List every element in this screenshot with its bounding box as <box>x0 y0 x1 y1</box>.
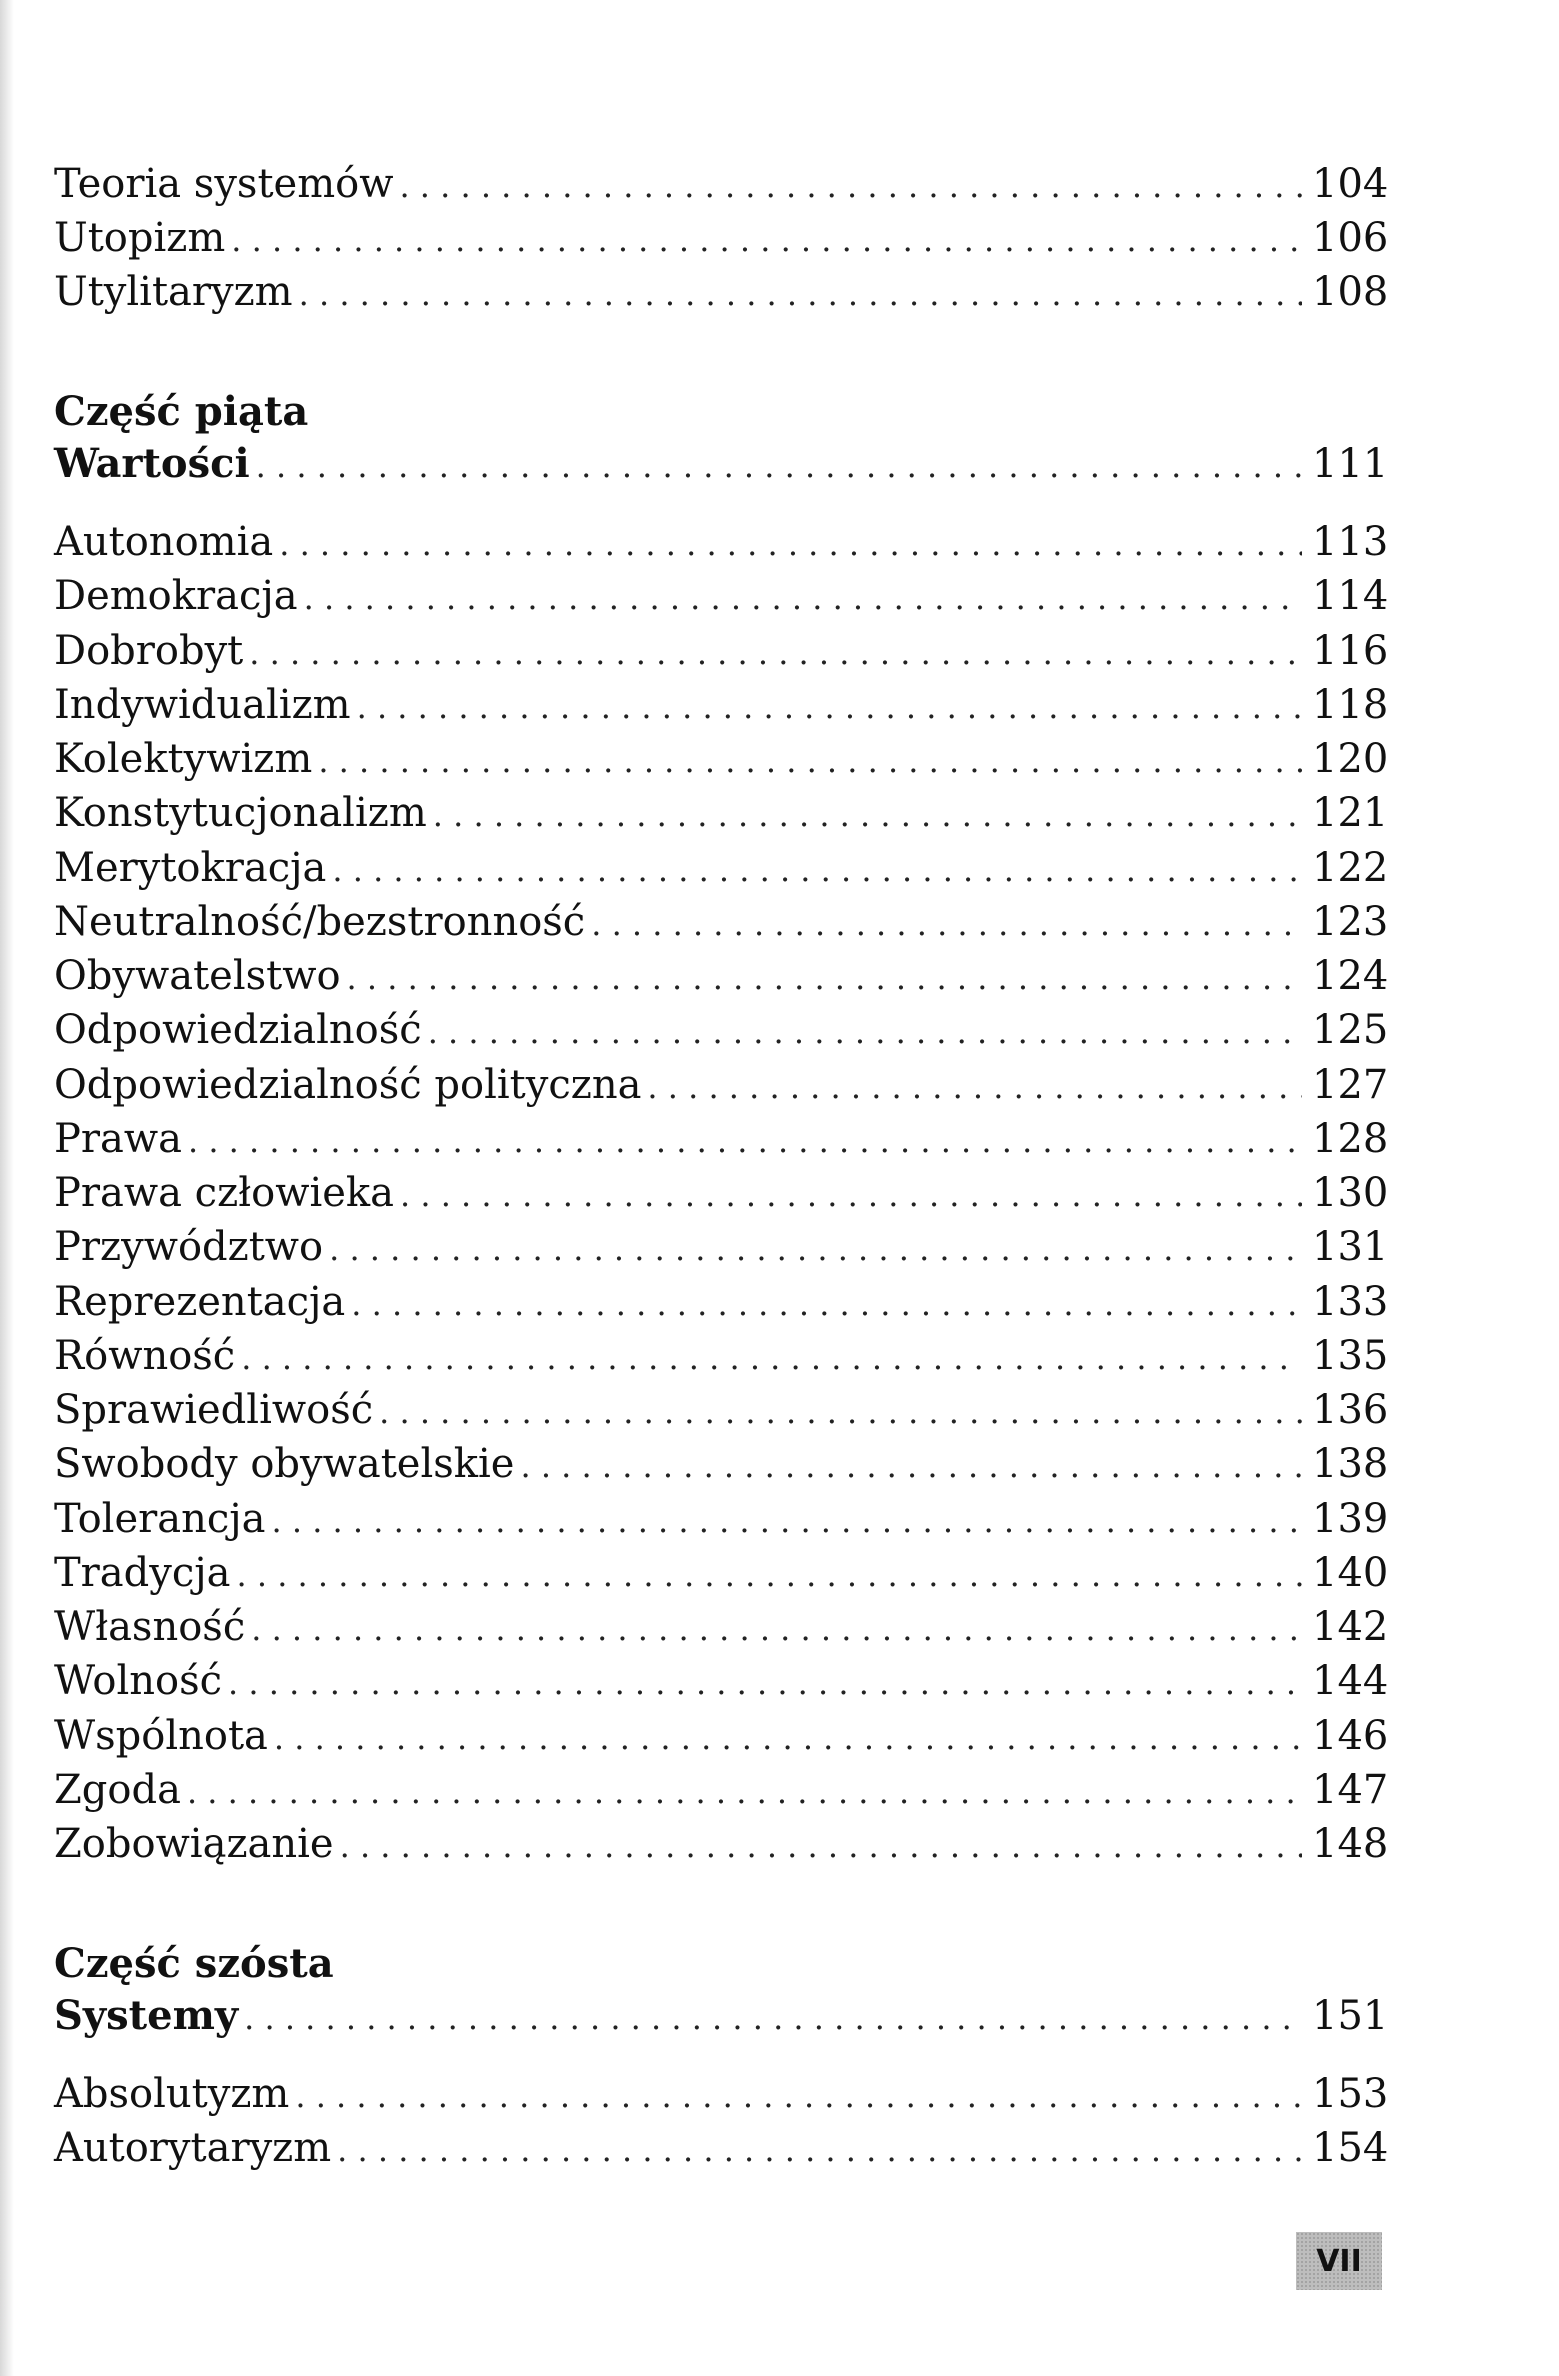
toc-entry-page: 122 <box>1312 845 1389 891</box>
toc-entry[interactable] <box>54 627 1389 675</box>
dot-leader <box>304 574 1302 622</box>
dot-leader <box>279 520 1302 568</box>
toc-entry-title: Autorytaryzm <box>54 2125 332 2171</box>
part-label: Część szósta <box>54 1940 334 1987</box>
toc-entry-page: 106 <box>1312 215 1389 261</box>
toc-entry-page: 142 <box>1312 1604 1389 1650</box>
part-heading-page: 151 <box>1312 1993 1389 2039</box>
toc-entry-page: 123 <box>1312 899 1389 945</box>
toc-entry-page: 135 <box>1312 1333 1389 1379</box>
dot-leader <box>249 629 1302 677</box>
toc-entry[interactable] <box>54 1712 1389 1760</box>
toc-entry-page: 124 <box>1312 953 1389 999</box>
dot-leader <box>591 900 1302 948</box>
toc-entry[interactable] <box>54 1495 1389 1543</box>
toc-entry[interactable] <box>54 572 1389 620</box>
toc-entry-title: Dobrobyt <box>54 628 244 674</box>
toc-entry[interactable] <box>54 1440 1389 1488</box>
dot-leader <box>231 216 1302 264</box>
toc-entry-page: 108 <box>1312 269 1389 315</box>
toc-entry-page: 144 <box>1312 1658 1389 1704</box>
toc-entry-title: Obywatelstwo <box>54 953 341 999</box>
dot-leader <box>256 442 1302 490</box>
dot-leader <box>357 683 1302 731</box>
toc-entry[interactable] <box>54 1332 1389 1380</box>
toc-entry[interactable] <box>54 1006 1389 1054</box>
toc-entry-title: Absolutyzm <box>54 2071 290 2117</box>
toc-entry[interactable] <box>54 2124 1389 2172</box>
dot-leader <box>347 954 1302 1002</box>
toc-entry-title: Neutralność/bezstronność <box>54 899 586 945</box>
toc-entry-title: Tradycja <box>54 1550 231 1596</box>
toc-entry[interactable] <box>54 789 1389 837</box>
toc-entry-page: 154 <box>1312 2125 1389 2171</box>
toc-entry-title: Odpowiedzialność <box>54 1007 422 1053</box>
toc-entry-title: Tolerancja <box>54 1496 266 1542</box>
dot-leader <box>272 1497 1302 1545</box>
dot-leader <box>244 1994 1302 2042</box>
page-number-marker: VII <box>1296 2232 1382 2290</box>
toc-entry-page: 133 <box>1312 1279 1389 1325</box>
toc-entry-title: Demokracja <box>54 573 298 619</box>
toc-entry[interactable] <box>54 681 1389 729</box>
toc-entry[interactable] <box>54 1386 1389 1434</box>
toc-entry-title: Indywidualizm <box>54 682 351 728</box>
toc-entry-page: 116 <box>1312 628 1389 674</box>
part-heading[interactable] <box>54 440 1389 488</box>
toc-entry-page: 118 <box>1312 682 1389 728</box>
toc-entry-title: Sprawiedliwość <box>54 1387 374 1433</box>
toc-entry-page: 148 <box>1312 1821 1389 1867</box>
part-heading-title: Wartości <box>54 440 250 487</box>
toc-entry-title: Zobowiązanie <box>54 1821 334 1867</box>
toc-entry-page: 104 <box>1312 161 1389 207</box>
toc-entry-page: 130 <box>1312 1170 1389 1216</box>
toc-entry-title: Równość <box>54 1333 236 1379</box>
dot-leader <box>299 270 1302 318</box>
toc-entry[interactable] <box>54 518 1389 566</box>
toc-entry[interactable] <box>54 1820 1389 1868</box>
dot-leader <box>241 1334 1302 1382</box>
toc-entry[interactable] <box>54 1169 1389 1217</box>
toc-entry-page: 131 <box>1312 1224 1389 1270</box>
dot-leader <box>520 1442 1302 1490</box>
toc-entry-title: Teoria systemów <box>54 161 394 207</box>
toc-entry-page: 127 <box>1312 1062 1389 1108</box>
toc-entry[interactable] <box>54 1223 1389 1271</box>
dot-leader <box>329 1225 1302 1273</box>
toc-entry[interactable] <box>54 898 1389 946</box>
toc-entry[interactable] <box>54 1766 1389 1814</box>
toc-entry-page: 146 <box>1312 1713 1389 1759</box>
toc-entry[interactable] <box>54 952 1389 1000</box>
toc-entry-page: 153 <box>1312 2071 1389 2117</box>
scan-edge-shadow <box>0 0 14 2376</box>
toc-entry[interactable] <box>54 1549 1389 1597</box>
dot-leader <box>428 1008 1302 1056</box>
dot-leader <box>274 1714 1302 1762</box>
toc-entry-title: Własność <box>54 1604 246 1650</box>
toc-entry[interactable] <box>54 160 1389 208</box>
dot-leader <box>332 846 1302 894</box>
dot-leader <box>337 2126 1302 2174</box>
dot-leader <box>340 1822 1302 1870</box>
dot-leader <box>433 791 1302 839</box>
part-label: Część piąta <box>54 388 309 435</box>
toc-entry-page: 139 <box>1312 1496 1389 1542</box>
toc-entry-title: Wolność <box>54 1658 223 1704</box>
toc-entry-page: 113 <box>1312 519 1389 565</box>
dot-leader <box>295 2072 1302 2120</box>
toc-entry[interactable] <box>54 268 1389 316</box>
toc-entry[interactable] <box>54 1061 1389 1109</box>
toc-entry-title: Przywództwo <box>54 1224 324 1270</box>
toc-entry[interactable] <box>54 2070 1389 2118</box>
toc-entry-page: 138 <box>1312 1441 1389 1487</box>
dot-leader <box>647 1063 1302 1111</box>
dot-leader <box>351 1280 1302 1328</box>
toc-entry-title: Reprezentacja <box>54 1279 346 1325</box>
toc-entry-title: Prawa <box>54 1116 182 1162</box>
toc-entry-page: 125 <box>1312 1007 1389 1053</box>
toc-entry-title: Autonomia <box>54 519 274 565</box>
part-heading-page: 111 <box>1312 441 1389 487</box>
dot-leader <box>379 1388 1302 1436</box>
toc-entry-page: 121 <box>1312 790 1389 836</box>
toc-entry-page: 114 <box>1312 573 1389 619</box>
toc-entry-title: Kolektywizm <box>54 736 313 782</box>
toc-entry-title: Utylitaryzm <box>54 269 293 315</box>
dot-leader <box>399 162 1302 210</box>
toc-entry-title: Wspólnota <box>54 1713 268 1759</box>
dot-leader <box>228 1659 1302 1707</box>
toc-entry-page: 140 <box>1312 1550 1389 1596</box>
part-heading[interactable] <box>54 1992 1389 2040</box>
toc-entry[interactable] <box>54 1657 1389 1705</box>
toc-entry[interactable] <box>54 1278 1389 1326</box>
dot-leader <box>251 1605 1302 1653</box>
part-heading-title: Systemy <box>54 1992 239 2039</box>
dot-leader <box>188 1117 1302 1165</box>
dot-leader <box>318 737 1302 785</box>
toc-entry-title: Konstytucjonalizm <box>54 790 427 836</box>
toc-entry[interactable] <box>54 735 1389 783</box>
toc-entry-page: 147 <box>1312 1767 1389 1813</box>
toc-entry-page: 128 <box>1312 1116 1389 1162</box>
toc-entry[interactable] <box>54 844 1389 892</box>
toc-entry[interactable] <box>54 1115 1389 1163</box>
toc-entry-title: Prawa człowieka <box>54 1170 394 1216</box>
dot-leader <box>400 1171 1302 1219</box>
dot-leader <box>187 1768 1302 1816</box>
toc-entry-title: Swobody obywatelskie <box>54 1441 515 1487</box>
toc-entry[interactable] <box>54 214 1389 262</box>
toc-entry-page: 120 <box>1312 736 1389 782</box>
toc-entry-title: Utopizm <box>54 215 226 261</box>
toc-entry-page: 136 <box>1312 1387 1389 1433</box>
toc-entry-title: Merytokracja <box>54 845 327 891</box>
toc-entry[interactable] <box>54 1603 1389 1651</box>
dot-leader <box>237 1551 1302 1599</box>
toc-entry-title: Zgoda <box>54 1767 181 1813</box>
toc-entry-title: Odpowiedzialność polityczna <box>54 1062 642 1108</box>
